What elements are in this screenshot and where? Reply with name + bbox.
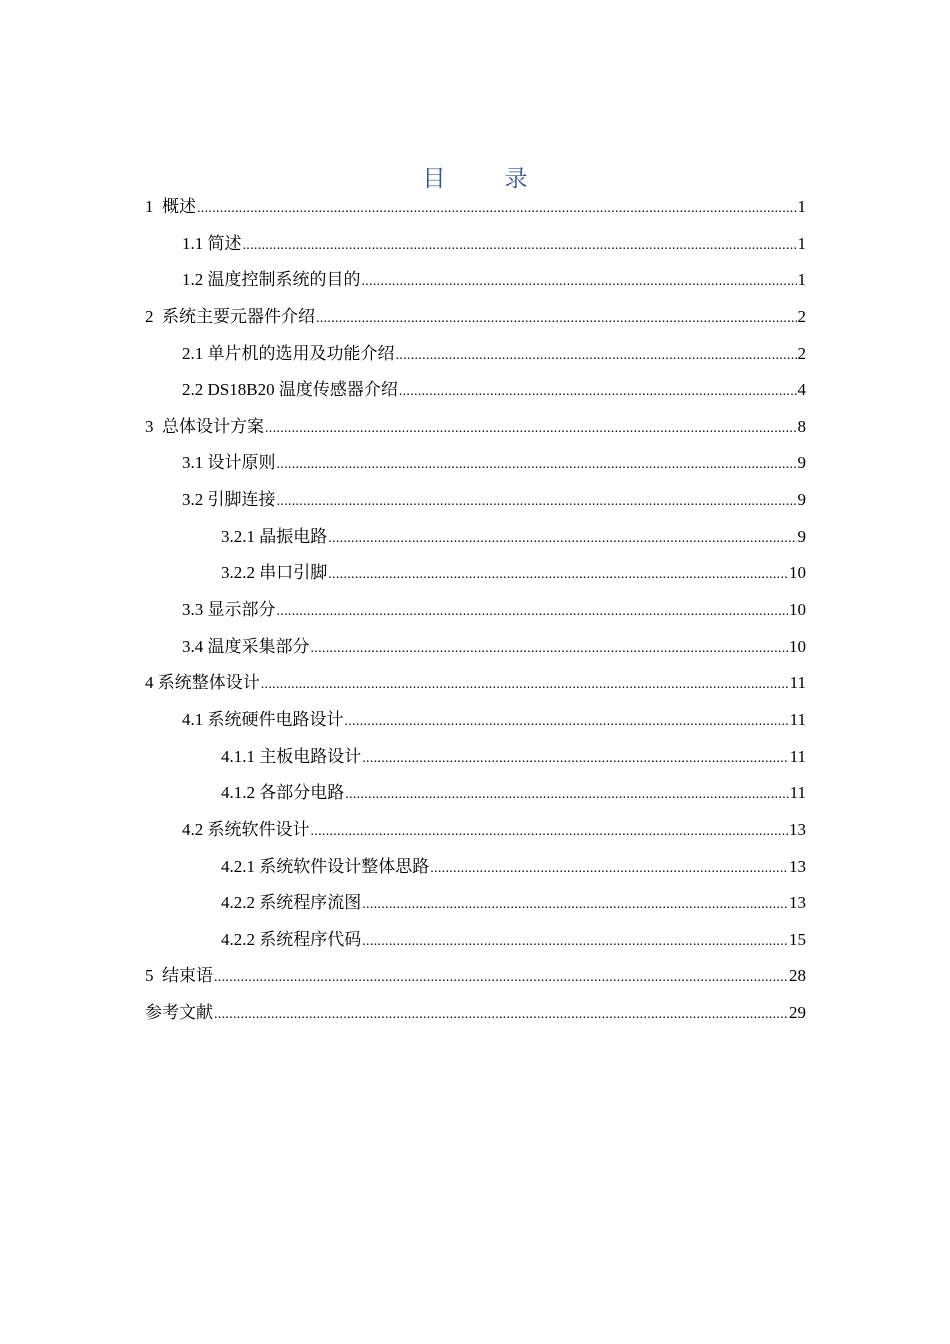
toc-leader-dots <box>277 489 797 515</box>
toc-leader-dots <box>265 416 797 442</box>
toc-entry-label: 4 系统整体设计 <box>145 673 260 693</box>
toc-entry[interactable] <box>145 560 806 597</box>
toc-entry-label: 3 总体设计方案 <box>145 416 264 436</box>
toc-entry-page: 11 <box>789 709 806 729</box>
toc-leader-dots <box>261 672 789 698</box>
toc-leader-dots <box>362 269 797 295</box>
toc-entry-page: 13 <box>789 819 806 839</box>
toc-leader-dots <box>311 819 789 845</box>
toc-entry[interactable] <box>145 597 806 634</box>
toc-entry-label: 4.1.1 主板电路设计 <box>221 746 362 766</box>
toc-entry[interactable] <box>145 854 806 891</box>
toc-entry-label: 3.1 设计原则 <box>182 453 276 473</box>
toc-entry-label: 4.2 系统软件设计 <box>182 819 310 839</box>
toc-list <box>145 194 806 1037</box>
toc-entry-page: 1 <box>797 270 806 290</box>
toc-entry-page: 11 <box>789 783 806 803</box>
toc-leader-dots <box>328 562 788 588</box>
toc-entry-label: 3.2.1 晶振电路 <box>221 526 328 546</box>
toc-entry[interactable] <box>145 231 806 268</box>
toc-entry[interactable] <box>145 377 806 414</box>
toc-entry-page: 10 <box>789 636 806 656</box>
toc-entry[interactable] <box>145 890 806 927</box>
toc-entry-label: 1 概述 <box>145 197 196 216</box>
toc-entry-page: 9 <box>797 453 806 473</box>
toc-leader-dots <box>362 892 788 918</box>
toc-entry-label: 4.1 系统硬件电路设计 <box>182 709 344 729</box>
toc-leader-dots <box>214 965 788 991</box>
toc-entry-label: 2 系统主要元器件介绍 <box>145 306 315 326</box>
toc-leader-dots <box>345 709 789 735</box>
toc-entry-label: 1.2 温度控制系统的目的 <box>182 270 361 290</box>
toc-entry-page: 1 <box>797 233 806 253</box>
toc-entry[interactable] <box>145 780 806 817</box>
toc-entry[interactable] <box>145 304 806 341</box>
toc-entry-label: 4.2.2 系统程序代码 <box>221 929 362 949</box>
toc-entry[interactable] <box>145 487 806 524</box>
toc-entry-label: 1.1 简述 <box>182 233 242 253</box>
toc-leader-dots <box>399 379 797 405</box>
toc-entry[interactable] <box>145 267 806 304</box>
toc-entry-label: 3.2.2 串口引脚 <box>221 563 328 583</box>
toc-entry[interactable] <box>145 670 806 707</box>
toc-leader-dots <box>277 452 797 478</box>
toc-entry-label: 2.2 DS18B20 温度传感器介绍 <box>182 380 398 400</box>
toc-entry-label: 3.3 显示部分 <box>182 600 276 620</box>
toc-leader-dots <box>430 856 788 882</box>
toc-entry[interactable] <box>145 817 806 854</box>
toc-entry-label: 3.4 温度采集部分 <box>182 636 310 656</box>
toc-entry[interactable] <box>145 744 806 781</box>
toc-leader-dots <box>311 636 789 662</box>
toc-entry[interactable] <box>145 341 806 378</box>
toc-entry-label: 参考文献 <box>145 1003 213 1023</box>
toc-entry-page: 29 <box>789 1003 806 1023</box>
toc-entry[interactable] <box>145 1000 806 1037</box>
toc-entry-page: 2 <box>797 306 806 326</box>
toc-entry-page: 10 <box>789 600 806 620</box>
toc-entry-label: 2.1 单片机的选用及功能介绍 <box>182 343 395 363</box>
toc-entry[interactable] <box>145 194 806 231</box>
toc-leader-dots <box>243 233 797 259</box>
toc-leader-dots <box>277 599 789 625</box>
toc-entry-label: 4.2.1 系统软件设计整体思路 <box>221 856 430 876</box>
toc-entry-label: 5 结束语 <box>145 966 213 986</box>
toc-entry[interactable] <box>145 450 806 487</box>
toc-entry-page: 1 <box>797 197 806 216</box>
toc-entry[interactable] <box>145 963 806 1000</box>
toc-entry-page: 11 <box>789 673 806 693</box>
toc-entry-page: 9 <box>797 526 806 546</box>
toc-entry[interactable] <box>145 634 806 671</box>
toc-leader-dots <box>197 196 797 222</box>
toc-entry-page: 15 <box>789 929 806 949</box>
toc-leader-dots <box>345 782 788 808</box>
toc-entry-label: 3.2 引脚连接 <box>182 490 276 510</box>
toc-entry-page: 28 <box>789 966 806 986</box>
toc-title: 目 录 <box>422 166 546 191</box>
toc-leader-dots <box>362 746 788 772</box>
toc-entry-page: 13 <box>789 893 806 913</box>
toc-leader-dots <box>214 1002 788 1028</box>
toc-entry[interactable] <box>145 414 806 451</box>
toc-entry-page: 13 <box>789 856 806 876</box>
toc-leader-dots <box>396 343 797 369</box>
toc-entry-page: 10 <box>789 563 806 583</box>
toc-leader-dots <box>328 526 796 552</box>
toc-entry-label: 4.2.2 系统程序流图 <box>221 893 362 913</box>
toc-leader-dots <box>362 929 788 955</box>
toc-entry[interactable] <box>145 707 806 744</box>
toc-entry-page: 11 <box>789 746 806 766</box>
toc-entry-page: 9 <box>797 490 806 510</box>
toc-entry-label: 4.1.2 各部分电路 <box>221 783 345 803</box>
toc-entry-page: 2 <box>797 343 806 363</box>
toc-entry[interactable] <box>145 524 806 561</box>
toc-entry[interactable] <box>145 927 806 964</box>
toc-entry-page: 8 <box>797 416 806 436</box>
toc-entry-page: 4 <box>797 380 806 400</box>
toc-leader-dots <box>316 306 797 332</box>
